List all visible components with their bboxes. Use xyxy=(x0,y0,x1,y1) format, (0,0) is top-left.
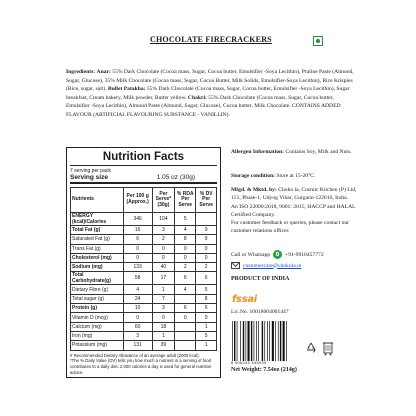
feedback-text: For customer feedback or queries, please contact our customer relations officer. xyxy=(231,220,350,235)
chakri-text: 55% Dark Chocolate (Cocoa mass, Sugar, Cocoa butter, Emulsifier -Soya Lecithin), Almond Paste (Almond, Sugar, Glucose), Cocoa butter, Milk Chocolate. CONTAINS ADDED FLAVOUR (ARTIFICIAL FLAVOURING SUBSTANCE - VANILLIN). xyxy=(66,94,341,118)
dv-value: 8 xyxy=(196,294,217,303)
nutrient-name: Vitamin D (mcg) xyxy=(71,313,124,322)
rda-value: 8 xyxy=(175,235,196,244)
per-100g-value: 16 xyxy=(123,226,152,235)
per-serve-value: 0 xyxy=(152,244,174,253)
per-100g-value: 4 xyxy=(123,285,152,294)
nutrition-row xyxy=(71,263,217,272)
per-serve-value: 17 xyxy=(152,272,174,285)
nutrient-name: Cholesterol (mg) xyxy=(71,253,124,262)
header-per-100g: Per 100 g (Approx.) xyxy=(123,188,152,213)
nutrient-name: Total Fat (g) xyxy=(71,226,124,235)
call-label: Call or Whatsapp xyxy=(231,251,271,258)
nutrition-row xyxy=(71,313,217,322)
rda-value xyxy=(175,322,196,331)
barcode-icon xyxy=(231,321,297,361)
nutrient-name: Iron (mg) xyxy=(71,331,124,340)
nutrition-row xyxy=(71,331,217,340)
storage-label: Storage condition: xyxy=(231,173,275,179)
rda-value: 6 xyxy=(175,272,196,285)
per-serve-value: 0 xyxy=(152,313,174,322)
dv-value: 1 xyxy=(196,341,217,350)
call-whatsapp-row xyxy=(231,250,324,259)
anar-label: Anar: xyxy=(96,69,111,75)
manufacturer-info xyxy=(231,186,366,236)
per-100g-value: 133 xyxy=(123,263,152,272)
nutrition-row xyxy=(71,322,217,331)
header-dv: % DV Per Serve xyxy=(196,188,217,213)
email-row xyxy=(231,262,301,269)
veg-mark-icon xyxy=(313,36,323,46)
recycle-icon xyxy=(305,342,317,354)
nutrient-name: Dietary Fibre (g) xyxy=(71,285,124,294)
header-per-serve: Per Serve* (30g) xyxy=(152,188,174,213)
nutrition-row xyxy=(71,253,217,262)
serving-size-label: Serving size xyxy=(70,174,108,181)
per-serve-value: 104 xyxy=(152,213,174,226)
rda-value: 0 xyxy=(175,244,196,253)
mfg-text: Choko la, Cosmic Kitchen (P) Ltd, 151, Phase-1, Udyog Vihar, Gurgaon-122016, India. xyxy=(231,187,357,202)
per-100g-value: 3 xyxy=(123,331,152,340)
per-serve-value: 39 xyxy=(152,341,174,350)
dv-value: 9 xyxy=(196,235,217,244)
per-100g-value: 24 xyxy=(123,294,152,303)
nutrition-row xyxy=(71,226,217,235)
nutrition-table xyxy=(70,187,217,351)
nutrient-name: Sodium (mg) xyxy=(71,263,124,272)
nutrition-title: Nutrition Facts xyxy=(70,150,217,166)
serving-size-value: 1.05 oz (30g) xyxy=(156,174,195,181)
rda-value: 2 xyxy=(175,263,196,272)
per-100g-value: 131 xyxy=(123,341,152,350)
mail-icon xyxy=(231,262,240,269)
per-100g-value: 10 xyxy=(123,304,152,313)
per-100g-value: 346 xyxy=(123,213,152,226)
per-serve-value: 2 xyxy=(152,235,174,244)
iso-text: An ISO 22000:2018, 9001: 2015, HACCP and HALAL Certified Company. xyxy=(231,203,356,218)
dv-value: 0 xyxy=(196,244,217,253)
per-serve-value: 40 xyxy=(152,263,174,272)
phone-number[interactable]: +91-9910457772 xyxy=(285,251,324,258)
nutrition-row xyxy=(71,235,217,244)
product-of-india: PRODUCT OF INDIA xyxy=(231,276,290,282)
dv-value: 5 xyxy=(196,285,217,294)
nutrition-row xyxy=(71,244,217,253)
dv-value xyxy=(196,213,217,226)
header-rda: % RDA Per Serve xyxy=(175,188,196,213)
nutrient-name: Total sugar (g) xyxy=(71,294,124,303)
nutrition-header-row xyxy=(71,188,217,213)
license-number: Lic.No. 10018064001447 xyxy=(231,309,289,315)
nutrient-name: Trans Fat (g) xyxy=(71,244,124,253)
per-100g-value: 0 xyxy=(123,244,152,253)
storage-info xyxy=(231,172,366,180)
footnote-dv: *The % Daily Value (DV) tells you how much a nutrient in a serving of food contributes to a daily diet. 2,000 calories a day is used for general nutrition advice. xyxy=(70,358,212,375)
allergen-info xyxy=(231,148,366,156)
chakri-label: Chakri: xyxy=(187,94,207,101)
nutrition-row xyxy=(71,304,217,313)
rda-value: 6 xyxy=(175,304,196,313)
allergen-label: Allergen Information: xyxy=(231,149,284,155)
nutrition-row xyxy=(71,285,217,294)
nutrition-facts-panel xyxy=(66,147,221,378)
per-serve-value: 1 xyxy=(152,285,174,294)
rda-value xyxy=(175,294,196,303)
anar-text: 55% Dark Chocolate (Cocoa mass, Sugar, Cocoa butter, Emulsifier -Soya Lecithin), Praline Paste (Almond, Sugar, Glucose), 35% Milk Chocolate (Cocoa mass, Sugar, Cocoa Butter, Milk Solids, Emulsifier-Soya Lecithin), Rice Krispies (Rice, sugar, salt). xyxy=(66,69,354,93)
per-serve-value: 7 xyxy=(152,294,174,303)
nutrient-name: Saturated Fat (g) xyxy=(71,235,124,244)
dv-value: 6 xyxy=(196,272,217,285)
rda-value: 4 xyxy=(175,226,196,235)
servings-per-pack: 7 serving per pack xyxy=(70,168,111,174)
storage-text: Store at 15-20°C. xyxy=(274,173,316,179)
bullet-text: 55% Dark Chocolate (Cocoa mass, Sugar, Cocoa butter, Emulsifier -Soya Lecithin), Sugar breakfast, Cream bakery, Milk powder, Butter yellow. xyxy=(66,86,350,101)
footnote-rda: # Recommended Dietary Allowance of an average adult (2000 kcal). xyxy=(70,352,200,358)
whatsapp-icon xyxy=(273,250,282,259)
barcode-number: 8 906044 446939 xyxy=(231,361,267,365)
ingredients-block xyxy=(66,68,358,120)
nutrition-row xyxy=(71,341,217,350)
rda-value: 0 xyxy=(175,313,196,322)
dv-value: 9 xyxy=(196,226,217,235)
product-title: CHOCOLATE FIRECRACKERS xyxy=(150,35,272,44)
dv-value: 0 xyxy=(196,313,217,322)
per-serve-value: 3 xyxy=(152,226,174,235)
dv-value: 0 xyxy=(196,253,217,262)
rda-value xyxy=(175,341,196,350)
nutrition-row xyxy=(71,213,217,226)
nutrient-name: ENERGY (kcal)/Calories xyxy=(71,213,124,226)
per-serve-value: 18 xyxy=(152,322,174,331)
rda-value: 4 xyxy=(175,285,196,294)
header-nutrients: Nutrients xyxy=(71,188,124,213)
serving-size-row xyxy=(70,174,217,184)
nutrient-name: Protein (g) xyxy=(71,304,124,313)
per-100g-value: 6 xyxy=(123,235,152,244)
nutrition-row xyxy=(71,272,217,285)
nutrient-name: Potassium (mg) xyxy=(71,341,124,350)
fssai-logo: fssai xyxy=(232,294,257,305)
per-serve-value: 1 xyxy=(152,331,174,340)
bullet-label: Bullet Patakha: xyxy=(108,86,146,93)
nutrient-name: Calcium (mg) xyxy=(71,322,124,331)
nutrient-name: Total Carbohydrate(g) xyxy=(71,272,124,285)
dv-value: 6 xyxy=(196,304,217,313)
nutrition-row xyxy=(71,294,217,303)
net-weight: Net Weight: 7.54oz (214g) xyxy=(231,367,297,373)
per-serve-value: 0 xyxy=(152,253,174,262)
email-link[interactable]: customercare@chokola.in xyxy=(243,262,302,269)
per-100g-value: 0 xyxy=(123,253,152,262)
rda-value xyxy=(175,331,196,340)
per-serve-value: 3 xyxy=(152,304,174,313)
per-100g-value: 58 xyxy=(123,272,152,285)
allergen-text: Contains Soy, Milk and Nuts. xyxy=(283,149,352,155)
rda-value: 0 xyxy=(175,253,196,262)
rda-value: 5 xyxy=(175,213,196,226)
per-100g-value: 60 xyxy=(123,322,152,331)
ingredients-label: Ingredients: xyxy=(66,69,96,75)
mfg-label: Mfgd. & Mktd. by: xyxy=(231,187,277,193)
per-100g-value: 0 xyxy=(123,313,152,322)
dv-value: 1 xyxy=(196,322,217,331)
dustbin-icon xyxy=(322,340,334,356)
dv-value: 5 xyxy=(196,331,217,340)
dv-value: 2 xyxy=(196,263,217,272)
